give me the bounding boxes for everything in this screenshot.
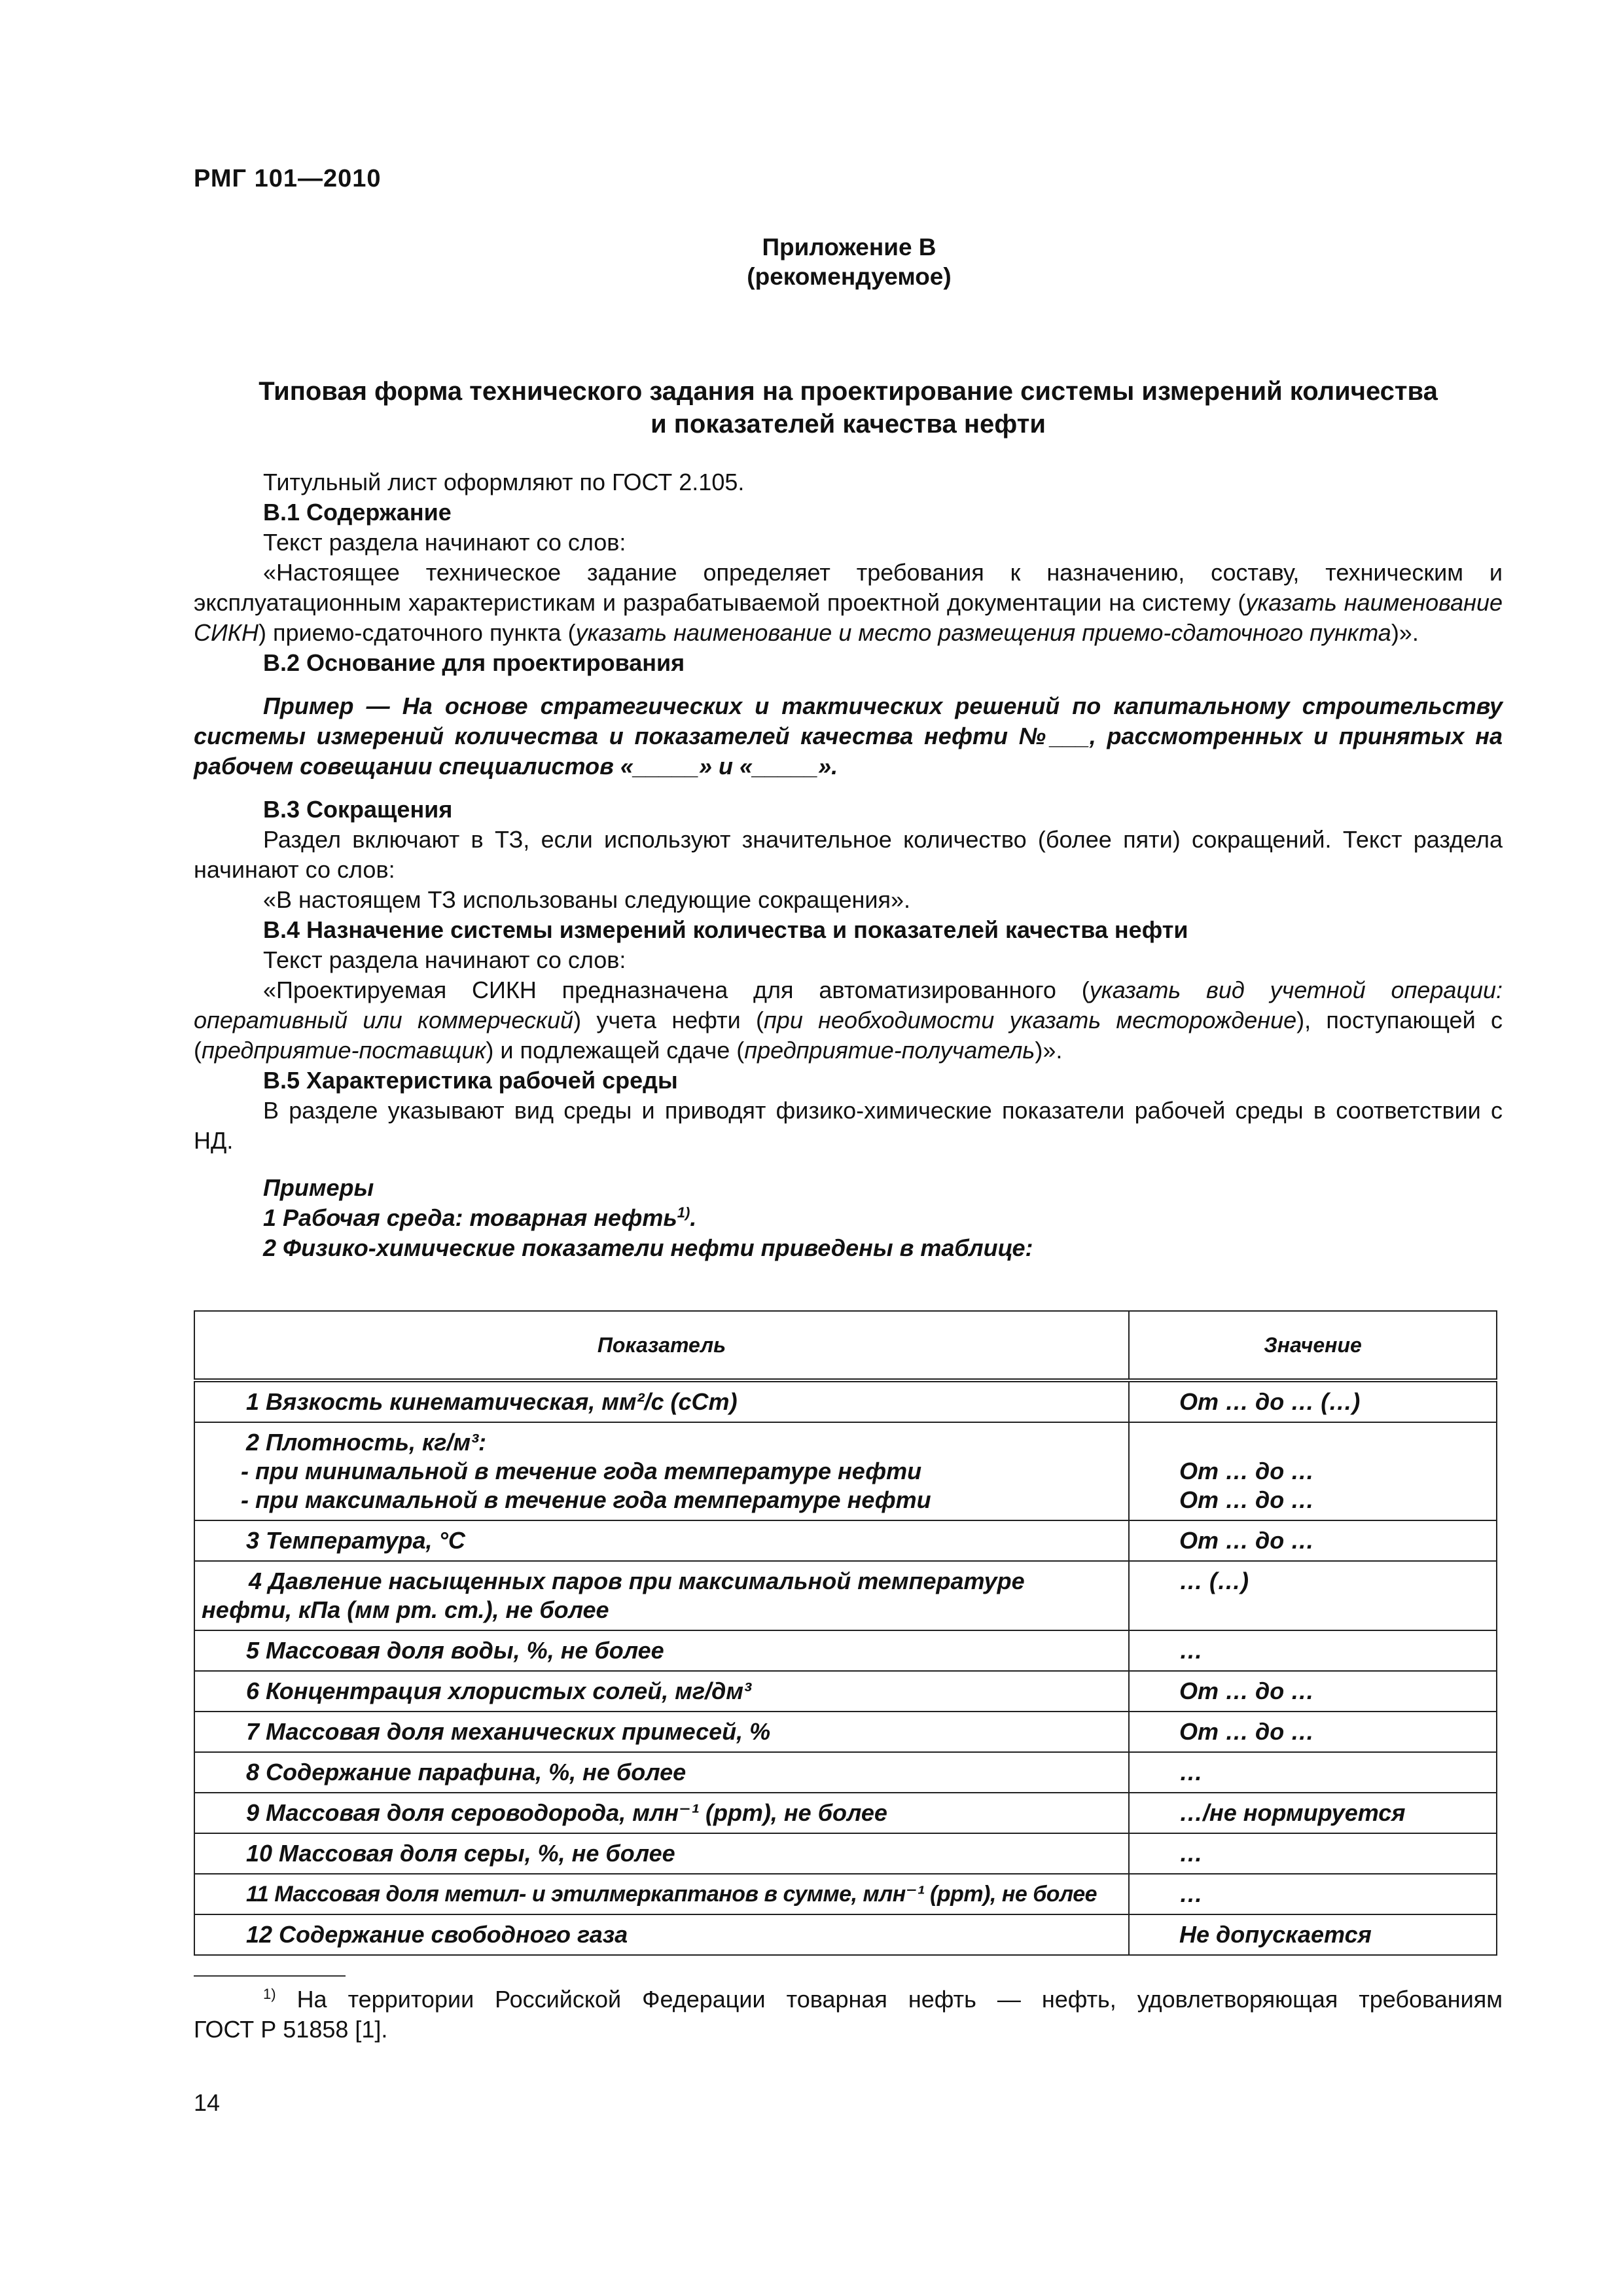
value-cell: … (…): [1129, 1561, 1497, 1630]
table-row: [194, 1520, 1497, 1561]
param-cell: 3 Температура, °С: [194, 1520, 1129, 1561]
value-cell: …: [1129, 1874, 1497, 1914]
text-run: )».: [1391, 619, 1419, 646]
footnote-line-2: ГОСТ Р 51858 [1].: [194, 2016, 388, 2043]
section-b1-text-1: Текст раздела начинают со слов:: [263, 529, 626, 556]
table-row: [194, 1561, 1497, 1630]
text-run: )».: [1035, 1037, 1063, 1064]
param-line: - при максимальной в течение года температуре нефти: [241, 1486, 931, 1513]
value-cell: …: [1129, 1630, 1497, 1671]
param-cell: 5 Массовая доля воды, %, не более: [194, 1630, 1129, 1671]
table-row: [194, 1712, 1497, 1752]
examples-title: Примеры: [263, 1174, 374, 1201]
italic-run: указать наименование и место размещения приемо-сдаточного пункта: [575, 619, 1391, 646]
param-cell: 4 Давление насыщенных паров при максимальной температуре нефти, кПа (мм рт. ст.), не более: [194, 1561, 1129, 1630]
text-run: ) приемо-сдаточного пункта (: [258, 619, 576, 646]
param-cell: 12 Содержание свободного газа: [194, 1914, 1129, 1955]
document-title: [194, 375, 1503, 440]
param-cell: [194, 1422, 1129, 1520]
table-row: [194, 1833, 1497, 1874]
appendix-label: Приложение В: [762, 234, 936, 260]
title-line-2: и показателей качества нефти: [651, 410, 1046, 439]
value-cell: От … до …: [1129, 1712, 1497, 1752]
footnote-line-1: [194, 1984, 1503, 2015]
document-code: РМГ 101—2010: [194, 165, 382, 192]
value-cell: От … до … (…): [1129, 1380, 1497, 1422]
italic-run: указать вид учетной операции: оперативный или коммерческий: [194, 977, 1503, 1033]
section-b4-text-2: [194, 975, 1503, 1066]
section-b4-heading: В.4 Назначение системы измерений количества и показателей качества нефти: [263, 916, 1188, 943]
param-cell: 8 Содержание парафина, %, не более: [194, 1752, 1129, 1793]
footnote-ref: 1): [677, 1204, 690, 1221]
table-row: [194, 1752, 1497, 1793]
table-row: [194, 1793, 1497, 1833]
value-cell: [1129, 1422, 1497, 1520]
text-run: «Настоящее техническое задание определяет требования к назначению, составу, техническим и эксплуатационным характеристикам и разрабатываемой проектной документации на систему (: [194, 559, 1503, 616]
italic-run: предприятие-получатель: [744, 1037, 1035, 1064]
param-cell: 6 Концентрация хлористых солей, мг/дм³: [194, 1671, 1129, 1712]
param-cell: 7 Массовая доля механических примесей, %: [194, 1712, 1129, 1752]
section-b2-heading: В.2 Основание для проектирования: [263, 649, 685, 676]
title-line-1: Типовая форма технического задания на проектирование системы измерений количества: [259, 377, 1438, 406]
footnote: [194, 1984, 1503, 2045]
section-b1-heading: В.1 Содержание: [263, 499, 452, 526]
section-b3-text-1: Раздел включают в ТЗ, если используют значительное количество (более пяти) сокращений. Текст раздела начинают со слов:: [194, 826, 1503, 883]
text-run: 1 Рабочая среда: товарная нефть: [263, 1204, 677, 1231]
value-cell: От … до …: [1129, 1671, 1497, 1712]
table-header-param: Показатель: [194, 1311, 1129, 1380]
section-b3-text-2: «В настоящем ТЗ использованы следующие сокращения».: [263, 886, 911, 913]
text-run: «Проектируемая СИКН предназначена для автоматизированного (: [263, 977, 1090, 1003]
value-cell: …/не нормируется: [1129, 1793, 1497, 1833]
param-cell: 1 Вязкость кинематическая, мм²/с (сСт): [194, 1380, 1129, 1422]
intro-paragraph: Титульный лист оформляют по ГОСТ 2.105.: [263, 469, 745, 495]
param-cell: 9 Массовая доля сероводорода, млн⁻¹ (ppm), не более: [194, 1793, 1129, 1833]
footnote-text: На территории Российской Федерации товарная нефть — нефть, удовлетворяющая требованиям: [296, 1986, 1503, 2013]
text-run: ), поступающей с (: [194, 1007, 1503, 1064]
param-cell: 10 Массовая доля серы, %, не более: [194, 1833, 1129, 1874]
section-b1-text-2: [194, 558, 1503, 648]
example-2: 2 Физико-химические показатели нефти приведены в таблице:: [263, 1234, 1033, 1261]
table-row: [194, 1914, 1497, 1955]
value-line: От … до …: [1179, 1486, 1315, 1513]
table-header-row: [194, 1311, 1497, 1380]
table-row: [194, 1422, 1497, 1520]
footnote-divider: [194, 1975, 346, 1977]
text-run: ) учета нефти (: [573, 1007, 764, 1033]
body-sections: [194, 467, 1503, 1263]
page-number: 14: [194, 2089, 221, 2116]
table-row: [194, 1874, 1497, 1914]
text-run: ) и подлежащей сдаче (: [486, 1037, 745, 1064]
section-b5-heading: В.5 Характеристика рабочей среды: [263, 1067, 678, 1094]
value-line: [1179, 1428, 1487, 1457]
table-header-value: Значение: [1129, 1311, 1497, 1380]
footnote-mark: 1): [263, 1986, 276, 2002]
table-row: [194, 1380, 1497, 1422]
table-row: [194, 1630, 1497, 1671]
section-b2-example: Пример — На основе стратегических и тактических решений по капитальному строительству системы измерений количества и показателей качества нефти №___, рассмотренных и принятых на рабочем совещании специалистов «_____» и «_____».: [194, 692, 1503, 780]
appendix-status: (рекомендуемое): [747, 263, 952, 290]
value-cell: …: [1129, 1752, 1497, 1793]
properties-table: [194, 1310, 1497, 1956]
table-row: [194, 1671, 1497, 1712]
value-cell: …: [1129, 1833, 1497, 1874]
value-cell: От … до …: [1129, 1520, 1497, 1561]
section-b3-heading: В.3 Сокращения: [263, 796, 453, 823]
section-b4-text-1: Текст раздела начинают со слов:: [263, 946, 626, 973]
value-line: От … до …: [1179, 1458, 1315, 1484]
text-run: .: [690, 1204, 697, 1231]
section-b5-text-1: В разделе указывают вид среды и приводят физико-химические показатели рабочей среды в соответствии с НД.: [194, 1097, 1503, 1154]
param-line: - при минимальной в течение года температуре нефти: [241, 1458, 922, 1484]
italic-run: предприятие-поставщик: [202, 1037, 486, 1064]
param-cell: 11 Массовая доля метил- и этилмеркаптанов в сумме, млн⁻¹ (ppm), не более: [194, 1874, 1129, 1914]
value-cell: Не допускается: [1129, 1914, 1497, 1955]
italic-run: при необходимости указать месторождение: [764, 1007, 1297, 1033]
example-1: [194, 1203, 1503, 1233]
param-line: 2 Плотность, кг/м³:: [246, 1429, 487, 1456]
italic-run: указать наименование СИКН: [194, 589, 1503, 646]
